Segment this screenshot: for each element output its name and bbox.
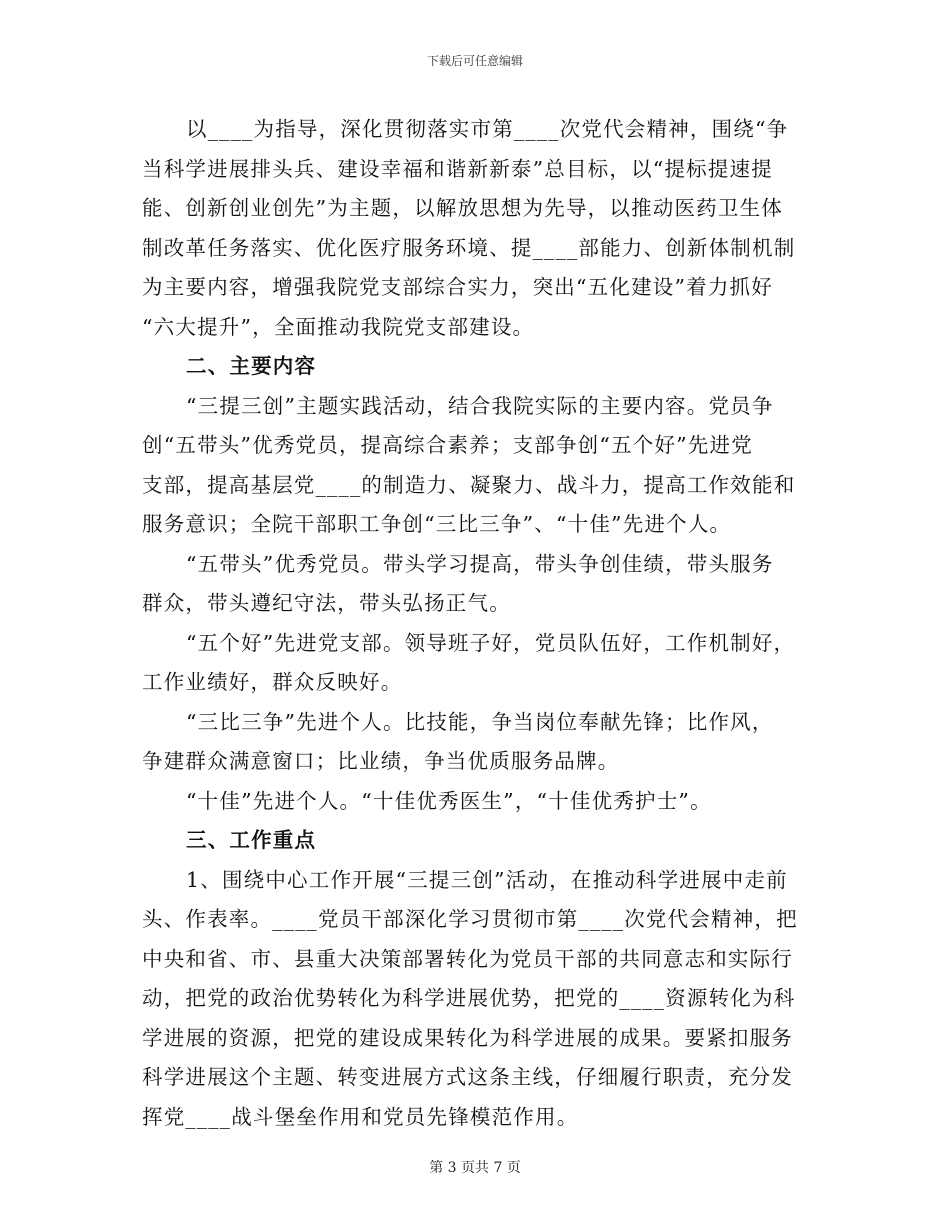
text-line: “六大提升”，全面推动我院党支部建设。 — [142, 314, 535, 339]
text-line: 头、作表率。____党员干部深化学习贯彻市第____次党代会精神，把 — [142, 907, 798, 931]
page-header: 下载后可任意编辑 — [426, 54, 523, 68]
text-line: 支部，提高基层党____的制造力、凝聚力、战斗力，提高工作效能和 — [142, 472, 796, 497]
text-line: “十佳”先进个人。“十佳优秀医生”，“十佳优秀护士”。 — [186, 788, 712, 813]
section-heading: 三、工作重点 — [186, 828, 317, 852]
text-line: 为主要内容，增强我院党支部综合实力，突出“五化建设”着力抓好 — [142, 275, 773, 299]
text-line: 动，把党的政治优势转化为科学进展优势，把党的____资源转化为科 — [142, 986, 796, 1010]
document-body — [142, 110, 812, 1137]
text-line: 1、围绕中心工作开展“三提三创”活动，在推动科学进展中走前 — [186, 867, 788, 892]
text-line: 工作业绩好，群众反映好。 — [142, 670, 403, 694]
text-line: 争建群众满意窗口；比业绩，争当优质服务品牌。 — [142, 749, 620, 773]
text-line: 制改革任务落实、优化医疗服务环境、提____部能力、创新体制机制 — [142, 235, 796, 260]
text-line: “三提三创”主题实践活动，结合我院实际的主要内容。党员争 — [186, 393, 774, 418]
text-line: 挥党____战斗堡垒作用和党员先锋模范作用。 — [142, 1104, 579, 1129]
text-line: “三比三争”先进个人。比技能，争当岗位奉献先锋；比作风， — [186, 709, 774, 734]
text-line: 科学进展这个主题、转变进展方式这条主线，仔细履行职责，充分发 — [142, 1065, 793, 1089]
page-footer: 第 3 页共 7 页 — [429, 1160, 521, 1176]
text-line: 能、创新创业创先”为主题，以解放思想为先导，以推动医药卫生体 — [142, 196, 783, 220]
section-heading: 二、主要内容 — [186, 354, 317, 378]
text-line: “五带头”优秀党员。带头学习提高，带头争创佳绩，带头服务 — [186, 551, 774, 576]
text-line: 群众，带头遵纪守法，带头弘扬正气。 — [142, 591, 511, 615]
text-line: 以____为指导，深化贯彻落实市第____次党代会精神，围绕“争 — [186, 117, 789, 141]
text-line: 创“五带头”优秀党员，提高综合素养；支部争创“五个好”先进党 — [142, 433, 753, 457]
text-line: 当科学进展排头兵、建设幸福和谐新新泰”总目标，以“提标提速提 — [142, 156, 773, 181]
text-line: 学进展的资源，把党的建设成果转化为科学进展的成果。要紧扣服务 — [142, 1025, 793, 1050]
text-line: 服务意识；全院干部职工争创“三比三争”、“十佳”先进个人。 — [142, 512, 732, 536]
text-line: “五个好”先进党支部。领导班子好，党员队伍好，工作机制好， — [186, 630, 796, 655]
text-line: 中央和省、市、县重大决策部署转化为党员干部的共同意志和实际行 — [142, 946, 793, 971]
